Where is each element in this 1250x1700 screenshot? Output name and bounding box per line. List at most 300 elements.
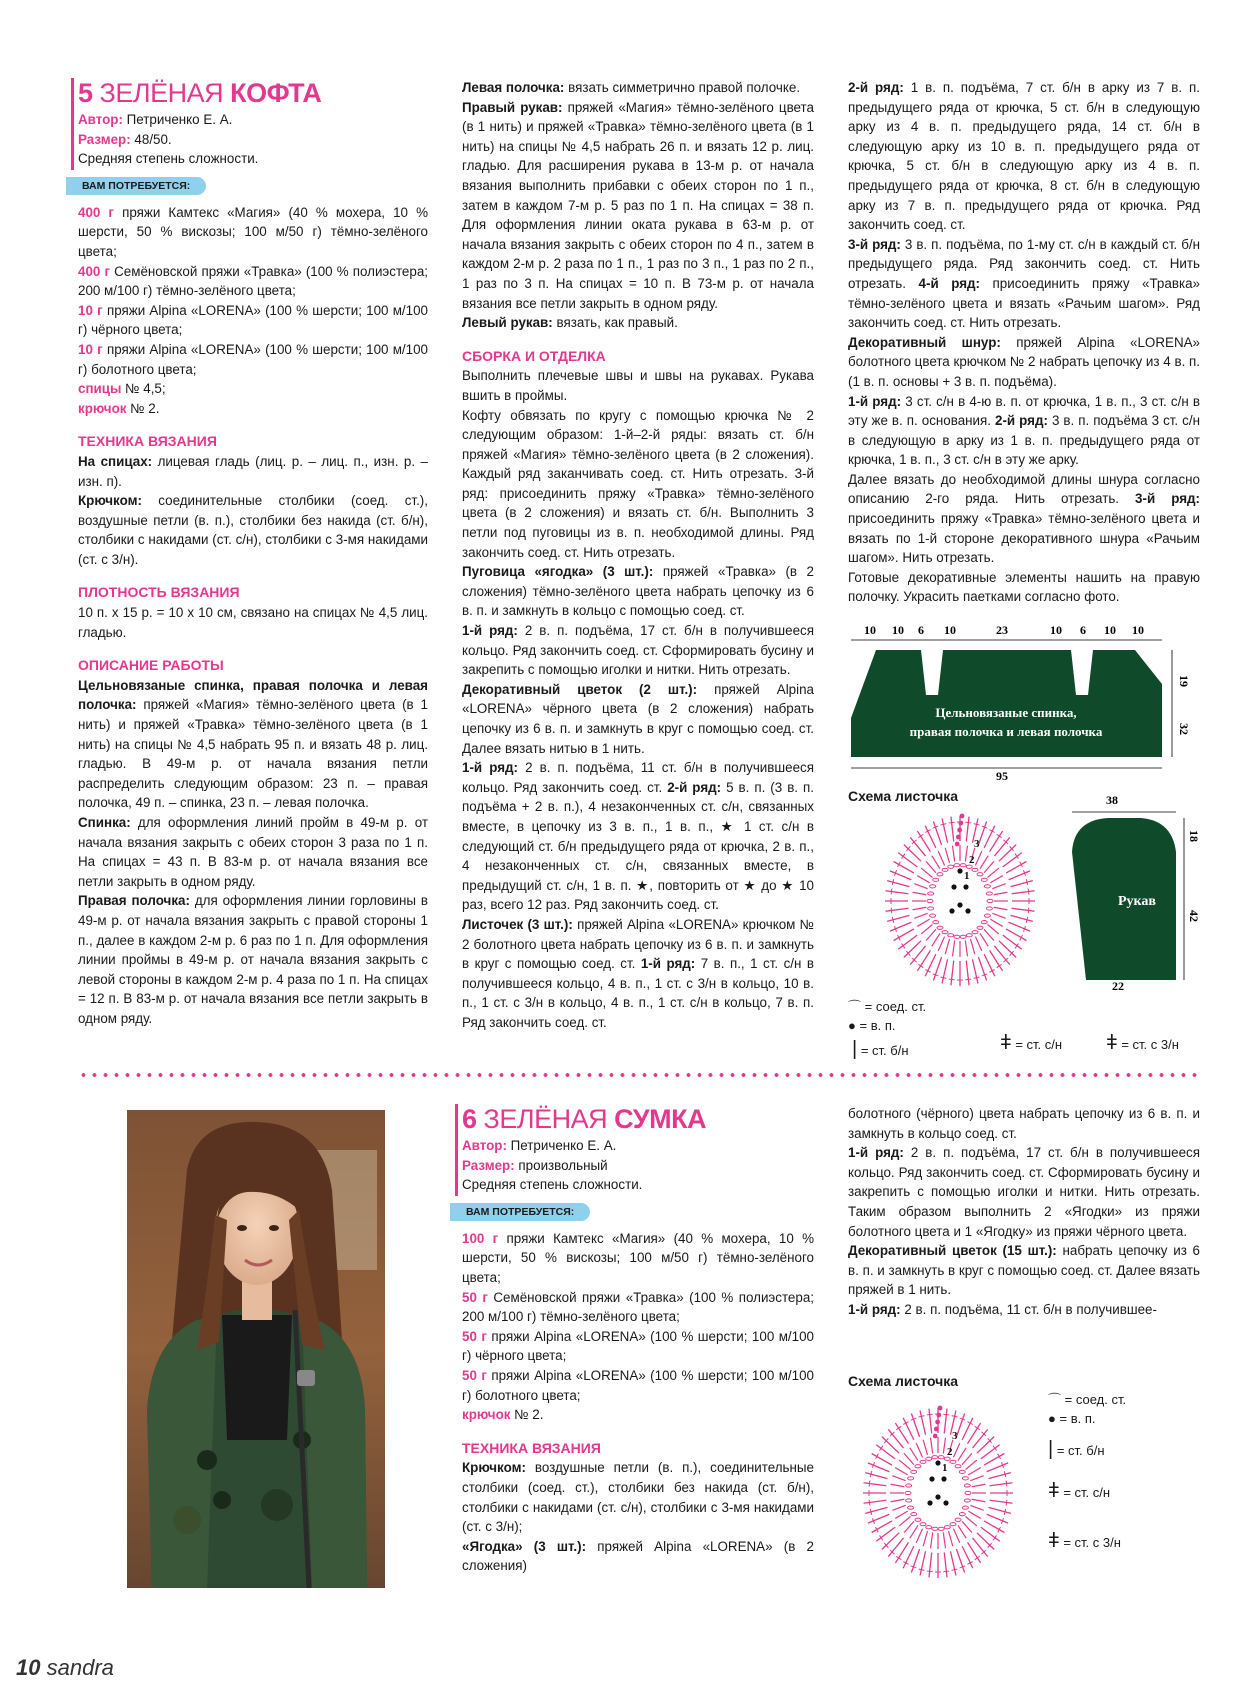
chain-dot: [929, 1476, 934, 1481]
chain-mark: [972, 868, 978, 871]
stitch-mark: [988, 925, 999, 934]
stitch-mark: [1009, 922, 1031, 931]
stitch-mark: [899, 1460, 910, 1469]
article5-column-1: [78, 78, 428, 1029]
material-desc: пряжи Alpina «LORENA» (100 % шерсти; 100 м/100 г) чёрного цвета;: [78, 302, 428, 338]
stitch-mark: [966, 817, 969, 842]
model-photo: [127, 1110, 385, 1588]
chain-mark: [906, 1499, 912, 1502]
material-qty: 400 г: [78, 204, 115, 220]
dim-top: 6: [1080, 623, 1086, 637]
stitch-mark: [927, 1571, 933, 1572]
stitch-mark: [984, 1521, 1004, 1533]
model-photo-image: [127, 1110, 385, 1588]
dim-top: 10: [944, 623, 956, 637]
description-body: Цельновязаные спинка, правая полочка и левая полочка: пряжей «Магия» тёмно-зелёного цвета (в 1 нить) и пряжей «Травка» тёмно-зелёного цвета (в 1 нить) на спицы № 4,5 набрать 95 п. и вязать 48 р. лиц. гладью. В 49-м р. от начала вязания петли распределить следующим образом: 23 п. – правая полочка, 49 п. – спинка, 23 п. – левая полочка.: [78, 677, 428, 811]
chain-dot: [935, 1494, 940, 1499]
stitch-mark: [932, 933, 940, 946]
stitch-mark: [917, 919, 929, 926]
stitch-mark: [956, 1549, 964, 1572]
stitch-mark: [886, 891, 909, 894]
stitch-mark: [926, 861, 936, 872]
stitch-mark: [925, 826, 936, 848]
title-accent-bar: [455, 1104, 458, 1196]
chain-mark: [959, 1470, 965, 1473]
berry-row1: 1-й ряд: 2 в. п. подъёма, 17 ст. б/н в получившееся кольцо. Ряд закончить соед. ст. Сформировать бусину и закрепить с помощью иголки и нитки. Нить отрезать. Таким образом выполнить 2 «Ягодки» из пряжи болотного цвета и 1 «Ягодку» из пряжи чёрного цвета.: [848, 1145, 1200, 1239]
technique-crochet: Крючком: соединительные столбики (соед. ст.), воздушные петли (в. п.), столбики без накида (ст. б/н), столбики с накидами (ст. с/н), столбики с 3-мя накидами (ст. с 3/н).: [78, 493, 428, 567]
chain-mark: [911, 1513, 917, 1516]
leaf-rows: 2-й ряд: 1 в. п. подъёма, 7 ст. б/н в арку из 7 в. п. предыдущего ряда от крючка, 5 ст. б/н в следующую арку из 4 в. п. предыдущего ряда, 14 ст. б/н в следующую арку из 10 в. п. предыдущего ряда от крючка, 5 ст. б/н в следующую арку из 4 в. п. предыдущего ряда от крючка, 8 ст. б/н в следующую арку из 7 в. п. предыдущего ряда от крючка. Ряд закончить соед. ст.: [848, 80, 1200, 233]
assembly-text-2: Кофту обвязать по кругу с помощью крючка № 2 следующим образом: 1-й–2-й ряды: вязать ст. б/н пряжей «Магия» тёмно-зелёного цвета (в 2 сложения). Каждый ряд заканчивать соед. ст. Нить отрезать. 3-й ряд: присоединить пряжу «Травка» тёмно-зелёного цвета (в 2 сложения) и вязать ст. б/н. Выполнить 3 петли под пуговицы из в. п. необходимой длины. Ряд закончить соед. ст. Нить отрезать.: [462, 407, 814, 560]
stitch-mark: [870, 1509, 871, 1515]
stitch-mark: [933, 957, 941, 980]
stitch-mark: [949, 822, 955, 823]
stitch-mark: [1006, 1500, 1007, 1506]
chain-mark: [944, 1526, 950, 1529]
stitch-mark: [869, 1480, 870, 1486]
stitch-mark: [972, 1484, 986, 1487]
chain-mark: [965, 1491, 971, 1494]
stitch-mark: [942, 818, 948, 842]
stitch-mark: [892, 1476, 905, 1481]
material-desc: Семёновской пряжи «Травка» (100 % полиэстера; 200 м/100 г) тёмно-зелёного цвета;: [78, 263, 428, 299]
cord-text: Декоративный шнур: пряжей Alpina «LORENA» болотного цвета крючком № 2 набрать цепочку из 4 в. п. (1 в. п. основы + 3 в. п. подъёма).: [848, 334, 1200, 389]
chain-mark: [964, 1499, 970, 1502]
sleeve-pattern-diagram: [1068, 790, 1208, 990]
stitch-mark: [895, 1511, 907, 1518]
stitch-mark: [887, 881, 909, 887]
chain-mark: [981, 921, 987, 924]
chain-mark: [954, 864, 960, 867]
berry-text: «Ягодка» (3 шт.): пряжей Alpina «LORENA» (в 2 сложения): [462, 1538, 814, 1574]
stitch-mark: [930, 1533, 932, 1549]
stitch-mark: [891, 1499, 905, 1502]
stitch-mark: [910, 1448, 918, 1461]
stitch-mark: [943, 1438, 945, 1454]
chain-mark: [905, 1491, 911, 1494]
material-desc: пряжи Alpina «LORENA» (100 % шерсти; 100 м/100 г) болотного цвета;: [78, 341, 428, 377]
stitch-mark: [988, 868, 999, 877]
material-desc: пряжи Камтекс «Магия» (40 % мохера, 10 % шерсти, 50 % вискозы; 100 м/50 г) тёмно-зелёного цвета;: [462, 1230, 814, 1285]
stitch-mark: [968, 1468, 980, 1475]
stitch-mark: [949, 1531, 953, 1546]
chain-mark: [955, 1465, 961, 1468]
chain-mark: [932, 1456, 938, 1459]
material-qty: 10 г: [78, 302, 103, 318]
chain-mark: [927, 899, 933, 902]
stitch-mark: [913, 907, 927, 910]
stitch-mark: [990, 1483, 1013, 1486]
stitch-mark: [962, 1453, 972, 1464]
stitch-mark: [926, 929, 936, 940]
legend-item: | = ст. б/н: [1048, 1438, 1105, 1460]
stitch-mark: [892, 917, 893, 923]
stitch-mark: [890, 871, 912, 880]
material-item: [462, 1366, 814, 1405]
stitch-mark: [942, 959, 948, 983]
material-qty: 400 г: [78, 263, 111, 279]
row-number: 2: [947, 1446, 953, 1458]
stitch-mark: [941, 977, 947, 978]
chain-mark: [972, 931, 978, 934]
stitch-mark: [975, 851, 981, 865]
material-desc: пряжи Alpina «LORENA» (100 % шерсти; 100 м/100 г) чёрного цвета;: [462, 1328, 814, 1364]
stitch-mark: [952, 846, 954, 862]
material-desc: № 4,5;: [121, 381, 166, 397]
stitch-mark: [1006, 929, 1026, 941]
stitch-mark: [1004, 1471, 1005, 1477]
article6-column-2: [462, 1104, 814, 1576]
stitch-mark: [962, 1521, 972, 1532]
stem-chain: [958, 821, 963, 826]
stitch-mark: [919, 1416, 925, 1417]
flower-text: Декоративный цветок (2 шт.): пряжей Alpina «LORENA» чёрного цвета (в 2 сложения) набрать цепочку из 6 в. п. и замкнуть в круг с помощью соед. ст. Далее вязать нитью в 1 нить.: [462, 681, 814, 756]
stitch-mark: [933, 822, 941, 845]
row-number: 1: [942, 1462, 948, 1474]
article6-title: 6 ЗЕЛЁНАЯ СУМКА: [462, 1104, 707, 1134]
chain-mark: [926, 1457, 932, 1460]
page-number: 10: [16, 1655, 41, 1680]
stitch-mark: [958, 1525, 966, 1538]
chain-mark: [930, 885, 936, 888]
stitch-mark: [925, 954, 936, 976]
stitch-mark: [949, 979, 955, 980]
stitch-mark: [984, 954, 995, 976]
chain-dot: [943, 1500, 948, 1505]
stitch-mark: [978, 957, 986, 980]
legend-item: ● = в. п.: [848, 1018, 896, 1033]
dim-top: 10: [1050, 623, 1062, 637]
stitch-mark: [1006, 861, 1026, 873]
material-desc: № 2.: [126, 400, 160, 416]
stitch-mark: [990, 919, 1002, 926]
chain-mark: [908, 1506, 914, 1509]
material-qty: 100 г: [462, 1230, 499, 1246]
chain-mark: [942, 868, 948, 871]
chain-dot: [951, 884, 956, 889]
stitch-mark: [890, 922, 912, 931]
material-item: [462, 1288, 814, 1327]
article5-title: 5 ЗЕЛЁНАЯ КОФТА: [78, 78, 322, 108]
legend-item: | = ст. б/н: [852, 1038, 909, 1060]
dim-top: 10: [1104, 623, 1116, 637]
material-item: [78, 301, 428, 340]
cord-continue: Далее вязать до необходимой длины шнура согласно описанию 2-го ряда. Нить отрезать. 3-й ряд: присоединить пряжу «Травка» тёмно-зелёного цвета и вязать по 1-й стороне декоративного шнура «Рачьим шагом». Нить отрезать.: [848, 471, 1200, 566]
stitch-mark: [965, 979, 971, 980]
technique-crochet: Крючком: воздушные петли (в. п.), соединительные столбики (соед. ст.), столбики без накида (ст. б/н), столбики с накидами (ст. с/н), столбики с 3-мя накидами (ст. с 3/н);: [462, 1460, 814, 1535]
body-panel-label: правая полочка и левая полочка: [909, 724, 1103, 739]
stitch-mark: [865, 1473, 887, 1479]
dim-top: 10: [864, 623, 876, 637]
stitch-mark: [945, 848, 949, 863]
chain-mark: [950, 1523, 956, 1526]
stitch-mark: [872, 1521, 892, 1533]
stitch-mark: [987, 1463, 1009, 1472]
stitch-mark: [994, 892, 1008, 895]
legend-item: ⌒ = соед. ст.: [848, 999, 927, 1014]
stitch-mark: [865, 1507, 887, 1513]
chain-mark: [959, 1513, 965, 1516]
stitch-mark: [1012, 908, 1035, 911]
material-qty: 50 г: [462, 1367, 487, 1383]
material-qty: спицы: [78, 381, 122, 397]
chain-mark: [933, 878, 939, 881]
stitch-mark: [1006, 1480, 1007, 1486]
body-panel-label: Цельновязаные спинка,: [935, 705, 1077, 720]
stitch-mark: [930, 1438, 932, 1454]
body-side-dim: 32: [1177, 723, 1191, 735]
cord-rows: 1-й ряд: 3 ст. с/н в 4-ю в. п. от крючка, 1 в. п., 3 ст. с/н в эту же в. п. основания. 2-й ряд: 3 в. п. подъёма 3 ст. с/н в следующую в арку из 1 в. п. предыдущего ряда от крючка, 1 в. п., 3 ст. с/н в эту же арку.: [848, 393, 1200, 468]
chain-mark: [915, 1518, 921, 1521]
stem-chain: [935, 1420, 940, 1425]
stitch-mark: [894, 929, 914, 941]
stitch-mark: [868, 1463, 890, 1472]
legend-item: ⌒ = соед. ст.: [1048, 1392, 1127, 1407]
row-number: 2: [969, 854, 975, 866]
stitch-mark: [992, 884, 1005, 889]
stitch-mark: [951, 817, 954, 842]
stitch-mark: [984, 826, 995, 848]
material-item: [78, 379, 428, 399]
chain-mark: [926, 1526, 932, 1529]
stitch-mark: [970, 1505, 983, 1510]
description-heading: ОПИСАНИЕ РАБОТЫ: [78, 657, 224, 674]
chain-dot: [935, 1460, 940, 1465]
stitch-mark: [864, 1483, 887, 1486]
material-qty: 50 г: [462, 1328, 487, 1344]
legend-item: ǂ = ст. с/н: [1048, 1480, 1111, 1502]
stitch-mark: [870, 1471, 871, 1477]
dim-top: 10: [892, 623, 904, 637]
stitch-mark: [1004, 1509, 1005, 1515]
stitch-mark: [987, 1514, 1009, 1523]
stitch-mark: [944, 1409, 947, 1434]
material-qty: крючок: [462, 1407, 511, 1423]
stitch-mark: [1028, 888, 1029, 894]
material-qty: 10 г: [78, 341, 103, 357]
stitch-mark: [891, 908, 892, 914]
materials-tag: ВАМ ПОТРЕБУЕТСЯ:: [450, 1203, 590, 1221]
left-sleeve-text: Левый рукав: вязать, как правый.: [462, 315, 678, 331]
stitch-mark: [984, 861, 994, 872]
stitch-mark: [988, 1473, 1010, 1479]
difficulty-line: Средняя степень сложности.: [78, 151, 259, 167]
body-width-label: 95: [996, 769, 1008, 780]
stitch-mark: [966, 1460, 977, 1469]
chain-mark: [937, 926, 943, 929]
stitch-mark: [891, 888, 892, 894]
chain-dot: [941, 1476, 946, 1481]
chain-mark: [960, 864, 966, 867]
stitch-mark: [895, 1468, 907, 1475]
description-back: Спинка: для оформления линий пройм в 49-м р. от начала вязания закрыть с обеих сторон 3 раза по 1 п. На спицах = 43 п. В 83-м р. от начала вязания все петли закрыть в одном ряду.: [78, 815, 428, 889]
stitch-mark: [958, 1448, 966, 1461]
stitch-mark: [921, 868, 932, 877]
sleeve-label: Рукав: [1118, 894, 1156, 909]
stitch-mark: [965, 846, 967, 862]
chain-mark: [948, 934, 954, 937]
stitch-mark: [1026, 879, 1027, 885]
button-row1: 1-й ряд: 2 в. п. подъёма, 17 ст. б/н в получившееся кольцо. Ряд закончить соед. ст. Сформировать бусину и закрепить с помощью иголки и нитки. Нить отрезать.: [462, 623, 814, 678]
chain-mark: [950, 1460, 956, 1463]
stitch-mark: [943, 1533, 945, 1549]
stitch-mark: [921, 925, 932, 934]
stitch-mark: [892, 1505, 905, 1510]
stitch-mark: [968, 1511, 980, 1518]
chain-mark: [928, 892, 934, 895]
stitch-mark: [950, 1551, 956, 1575]
stitch-mark: [868, 1514, 890, 1523]
stitch-mark: [956, 1414, 964, 1437]
stitch-mark: [892, 879, 893, 885]
flower-row1: 1-й ряд: 2 в. п. подъёма, 11 ст. б/н в получившее-: [848, 1301, 1157, 1317]
stitch-mark: [916, 1443, 922, 1457]
leaf-scheme-title-2: Схема листочка: [848, 1373, 959, 1389]
assembly-text-1: Выполнить плечевые швы и швы на рукавах. Рукава вшить в проймы.: [462, 368, 814, 403]
chain-mark: [986, 907, 992, 910]
leaf-rows-3-4: 3-й ряд: 3 в. п. подъёма, по 1-му ст. с/н в каждый ст. б/н предыдущего ряда. Ряд закончить соед. ст. Нить отрезать. 4-й ряд: присоединить пряжу «Травка» тёмно-зелёного цвета и вязать «Рачьим шагом». Ряд закончить соед. ст. Нить отрезать.: [848, 236, 1200, 331]
chain-mark: [920, 1523, 926, 1526]
chain-mark: [966, 934, 972, 937]
stitch-mark: [869, 1500, 870, 1506]
stitch-mark: [887, 915, 909, 921]
leaf-scheme-title: Схема листочка: [848, 788, 959, 804]
chain-mark: [964, 1484, 970, 1487]
chain-dot: [957, 868, 962, 873]
row-number: 3: [974, 838, 980, 850]
stitch-mark: [923, 1440, 927, 1455]
chain-mark: [977, 873, 983, 876]
material-item: [78, 399, 428, 419]
chain-mark: [928, 907, 934, 910]
stitch-mark: [972, 959, 978, 983]
stem-chain: [938, 1406, 943, 1411]
body-pattern-diagram: [846, 620, 1208, 780]
leaf-text: Листочек (3 шт.): пряжей Alpina «LORENA» крючком № 2 болотного цвета набрать цепочку из 6 в. п. и замкнуть в круг с помощью соед. ст. 1-й ряд: 7 в. п., 1 ст. с/н в получившееся кольцо, 4 в. п., 1 ст. с 3/н в кольцо, 10 в. п., 1 ст. с 3/н в кольцо, 4 в. п., 1 ст. с/н в кольцо, 7 в. п. Ряд закончить соед. ст.: [462, 916, 814, 1030]
author-line: Автор: Петриченко Е. А.: [462, 1138, 617, 1153]
legend-1: [848, 997, 926, 1035]
legend-item: ǂ = ст. с 3/н: [1048, 1530, 1121, 1552]
title-accent-bar: [71, 78, 74, 170]
stitch-mark: [929, 1553, 932, 1578]
chain-mark: [937, 873, 943, 876]
stitch-mark: [953, 1529, 959, 1543]
stitch-mark: [965, 941, 967, 957]
density-heading: ПЛОТНОСТЬ ВЯЗАНИЯ: [78, 584, 240, 601]
materials-list: [78, 203, 428, 419]
material-desc: пряжи Alpina «LORENA» (100 % шерсти; 100 м/100 г) болотного цвета;: [462, 1367, 814, 1403]
magazine-name: sandra: [46, 1655, 114, 1680]
stitch-mark: [899, 1517, 910, 1526]
stitch-mark: [919, 1569, 925, 1570]
stitch-mark: [911, 1549, 919, 1572]
stitch-mark: [992, 913, 1005, 918]
chain-dot: [963, 884, 968, 889]
stitch-mark: [904, 1453, 914, 1464]
material-item: [462, 1405, 814, 1425]
article6-column-3: [848, 1104, 1200, 1320]
chain-dot: [927, 1500, 932, 1505]
material-item: [78, 262, 428, 301]
stitch-mark: [980, 856, 988, 869]
article5-column-3: [848, 78, 1200, 607]
chain-mark: [987, 899, 993, 902]
chain-mark: [962, 1506, 968, 1509]
material-item: [462, 1327, 814, 1366]
stitch-mark: [927, 1414, 933, 1415]
stitch-mark: [943, 1414, 949, 1415]
difficulty-line: Средняя степень сложности.: [462, 1177, 643, 1193]
left-front-text: Левая полочка: вязать симметрично правой полочке.: [462, 80, 801, 95]
stitch-mark: [952, 1416, 958, 1417]
materials-list: [462, 1229, 814, 1425]
sleeve-side-dim: 18: [1187, 830, 1201, 842]
chain-mark: [942, 931, 948, 934]
stitch-mark: [984, 929, 994, 940]
row-number: 1: [964, 870, 970, 882]
stem-chain: [933, 1434, 938, 1439]
stitch-mark: [984, 1453, 1004, 1465]
stitch-mark: [913, 892, 927, 895]
stitch-mark: [953, 1443, 959, 1457]
stitch-mark: [951, 961, 954, 986]
material-item: [462, 1229, 814, 1288]
stitch-mark: [994, 907, 1008, 910]
material-item: [78, 203, 428, 262]
page-footer: [16, 1655, 114, 1680]
stem-chain: [934, 1427, 939, 1432]
stitch-mark: [914, 913, 927, 918]
dim-top: 10: [1132, 623, 1144, 637]
chain-mark: [962, 1477, 968, 1480]
chain-mark: [908, 1477, 914, 1480]
size-line: Размер: произвольный: [462, 1157, 608, 1173]
stitch-mark: [872, 1453, 892, 1465]
material-desc: пряжи Камтекс «Магия» (40 % мохера, 10 % шерсти, 50 % вискозы; 100 м/50 г) тёмно-зелёного цвета;: [78, 204, 428, 259]
stitch-mark: [929, 1409, 932, 1434]
stitch-mark: [1009, 871, 1031, 880]
material-qty: крючок: [78, 400, 127, 416]
stem-chain: [956, 835, 961, 840]
chain-dot: [965, 908, 970, 913]
chain-mark: [977, 926, 983, 929]
chain-mark: [984, 885, 990, 888]
stitch-mark: [932, 856, 940, 869]
technique-heading: ТЕХНИКА ВЯЗАНИЯ: [462, 1439, 601, 1456]
stitch-mark: [943, 1571, 949, 1572]
flower-rows: 1-й ряд: 2 в. п. подъёма, 11 ст. б/н в получившееся кольцо. Ряд закончить соед. ст. 2-й ряд: 5 в. п. (3 в. п. подъёма + 2 в. п.), 4 незаконченных ст. с/н, связанных вместе, в цепочку из 3 в. п., 1 в. п., ★ 1 ст. с/н в следующий ст. б/н предыдущего ряда от крючка, 2 в. п., 4 незаконченных ст. с/н, связанных вместе, в предыдущий ст. с/н, 1 в. п. ★, повторить от ★ до ★ 10 раз, всего 12 раз. Ряд закончить соед. ст.: [462, 760, 814, 913]
chain-mark: [981, 878, 987, 881]
flower-text: Декоративный цветок (15 шт.): набрать цепочку из 6 в. п. и замкнуть в круг с помощью соед. ст. Далее вязать пряжей в 1 нить.: [848, 1243, 1200, 1298]
stitch-mark: [914, 884, 927, 889]
stitch-mark: [971, 939, 975, 954]
chain-mark: [933, 921, 939, 924]
leaf-scheme-diagram-2: [848, 1398, 1028, 1588]
stitch-mark: [990, 876, 1002, 883]
row-number: 3: [952, 1430, 958, 1442]
stitch-mark: [923, 1531, 927, 1546]
right-sleeve-text: Правый рукав: пряжей «Магия» тёмно-зелёного цвета (в 1 нить) и пряжей «Травка» тёмно-зелёного цвета (в 1 нить) на спицы № 4,5 набрать 26 п. и вязать 12 р. лиц. гладью. Для расширения рукава в 13-м р. от начала вязания выполнить прибавки с обеих сторон по 1 п., затем в каждом 7-м р. 5 раз по 1 п. На спицах = 38 п. Для оформления линии оката рукава в 63-м р. от начала вязания закрыть с обеих сторон по 4 п., затем в каждом 2-м р. 2 раза по 1 п., 1 раз по 3 п., 1 раз по 2 п., 1 раз по 3 п. На спицах = 10 п. В 73-м р. от начала вязания все петли закрыть в одном ряду.: [462, 99, 814, 311]
stitch-mark: [1010, 881, 1032, 887]
chain-mark: [920, 1460, 926, 1463]
leaf-scheme-diagram: [880, 806, 1040, 996]
stitch-mark: [891, 1484, 905, 1487]
chain-mark: [906, 1484, 912, 1487]
stitch-mark: [894, 861, 914, 873]
chain-mark: [960, 935, 966, 938]
stitch-mark: [917, 876, 929, 883]
stem-chain: [960, 814, 965, 819]
